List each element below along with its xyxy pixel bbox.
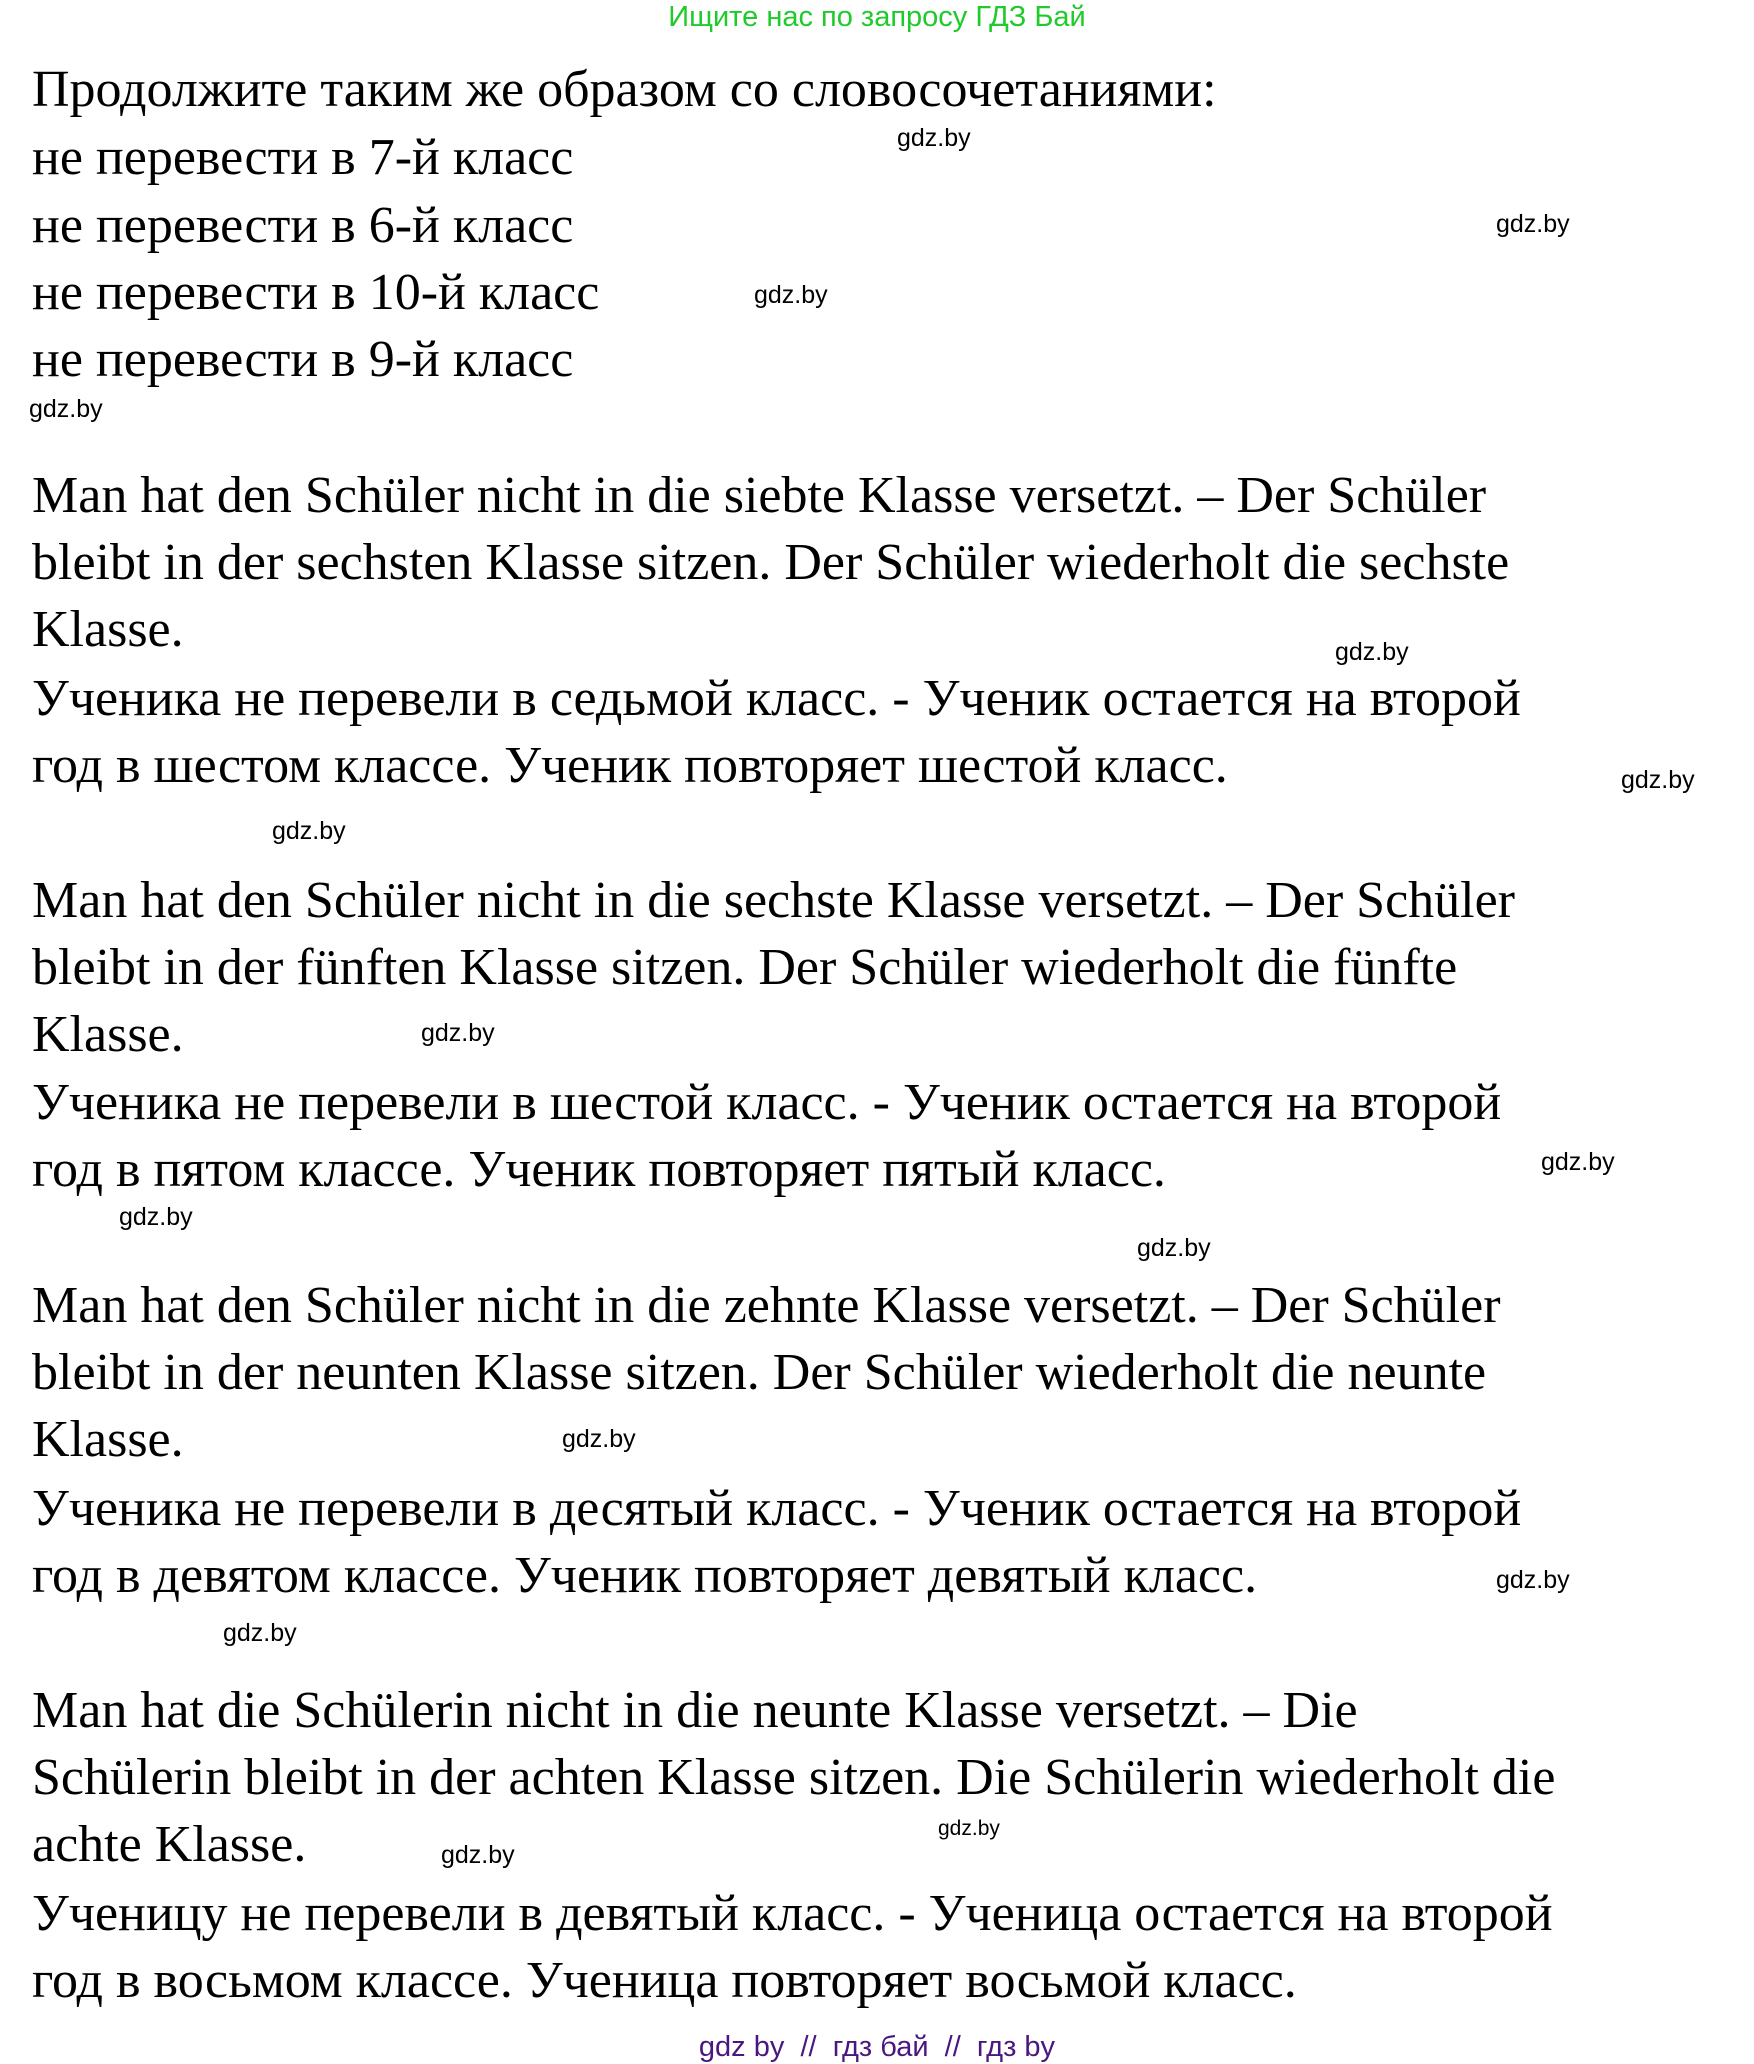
text-line: Ученика не перевели в десятый класс. - Ученик остается на второй — [32, 1480, 1522, 1537]
text-line: Ученика не перевели в шестой класс. - Ученик остается на второй — [32, 1074, 1502, 1131]
text-line: не перевести в 6-й класс — [32, 197, 574, 254]
watermark: gdz.by — [1496, 1566, 1570, 1594]
search-hint-header: Ищите нас по запросу ГДЗ Бай — [668, 1, 1086, 33]
task-instruction: Продолжите таким же образом со словосочетаниями: — [32, 61, 1217, 118]
text-line: Man hat den Schüler nicht in die sechste Klasse versetzt. – Der Schüler — [32, 872, 1515, 929]
text-line: Man hat den Schüler nicht in die siebte Klasse versetzt. – Der Schüler — [32, 467, 1487, 524]
text-line: Man hat den Schüler nicht in die zehnte Klasse versetzt. – Der Schüler — [32, 1277, 1501, 1334]
text-line: bleibt in der neunten Klasse sitzen. Der Schüler wiederholt die neunte — [32, 1344, 1487, 1401]
text-line: год в девятом классе. Ученик повторяет девятый класс. — [32, 1547, 1258, 1604]
text-line: не перевести в 9-й класс — [32, 331, 574, 388]
text-line: год в шестом классе. Ученик повторяет шестой класс. — [32, 737, 1228, 794]
footer-watermark: gdz by // гдз бай // гдз by — [698, 2031, 1056, 2063]
watermark: gdz.by — [1496, 210, 1570, 238]
text-line: Ученика не перевели в седьмой класс. - Ученик остается на второй — [32, 670, 1521, 727]
text-line: не перевести в 10-й класс — [32, 264, 600, 321]
watermark: gdz.by — [119, 1203, 193, 1231]
text-line: не перевести в 7-й класс — [32, 129, 574, 186]
text-line: Klasse. — [32, 1006, 184, 1063]
text-line: Schülerin bleibt in der achten Klasse sitzen. Die Schülerin wiederholt die — [32, 1749, 1556, 1806]
text-line: bleibt in der fünften Klasse sitzen. Der Schüler wiederholt die fünfte — [32, 939, 1458, 996]
watermark: gdz.by — [29, 395, 103, 423]
watermark: gdz.by — [1541, 1148, 1615, 1176]
watermark: gdz.by — [1137, 1234, 1211, 1262]
watermark: gdz.by — [441, 1841, 515, 1869]
watermark: gdz.by — [421, 1019, 495, 1047]
text-line: год в пятом классе. Ученик повторяет пятый класс. — [32, 1141, 1166, 1198]
watermark: gdz.by — [754, 281, 828, 309]
text-line: Man hat die Schülerin nicht in die neunte Klasse versetzt. – Die — [32, 1682, 1358, 1739]
watermark: gdz.by — [1335, 638, 1409, 666]
text-line: bleibt in der sechsten Klasse sitzen. Der Schüler wiederholt die sechste — [32, 534, 1510, 591]
watermark: gdz.by — [938, 1817, 1000, 1840]
watermark: gdz.by — [1621, 766, 1695, 794]
text-line: Klasse. — [32, 601, 184, 658]
watermark: gdz.by — [272, 817, 346, 845]
watermark: gdz.by — [562, 1425, 636, 1453]
watermark: gdz.by — [897, 124, 971, 152]
text-line: achte Klasse. — [32, 1816, 307, 1873]
watermark: gdz.by — [223, 1619, 297, 1647]
text-line: Klasse. — [32, 1411, 184, 1468]
text-line: Ученицу не перевели в девятый класс. - Ученица остается на второй — [32, 1885, 1553, 1942]
text-line: год в восьмом классе. Ученица повторяет восьмой класс. — [32, 1952, 1297, 2009]
